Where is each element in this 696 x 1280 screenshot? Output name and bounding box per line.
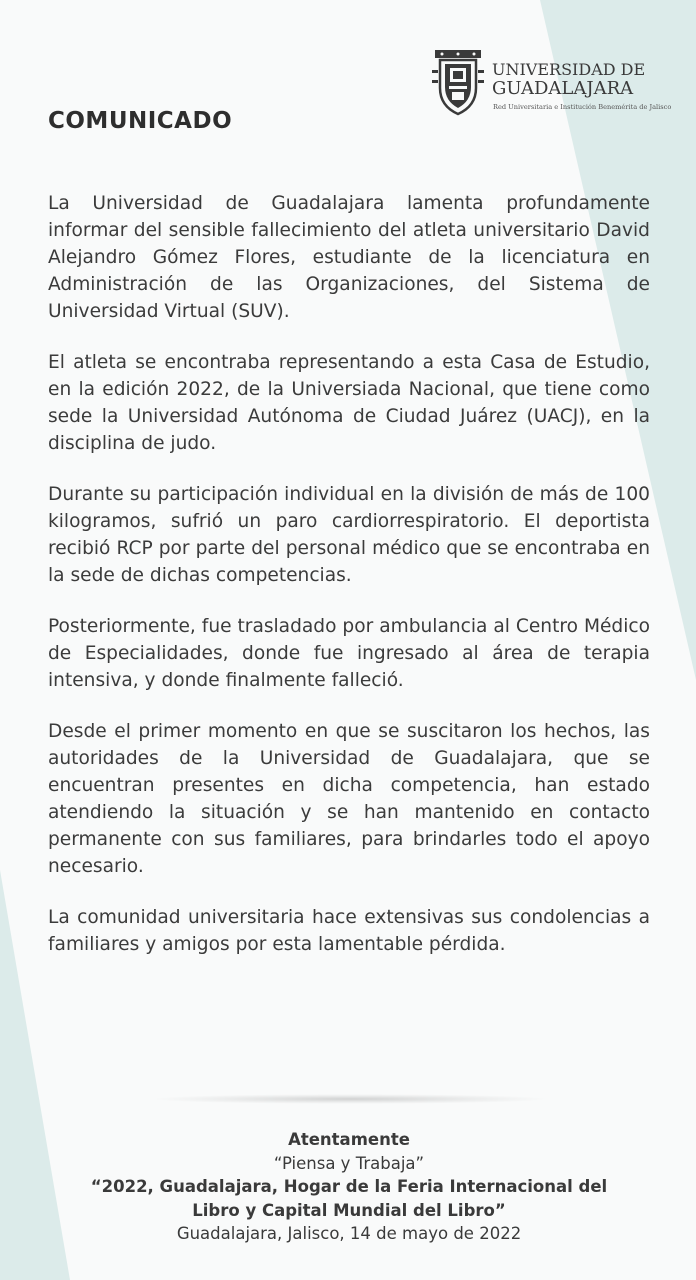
motto: “Piensa y Trabaja” bbox=[273, 1153, 425, 1173]
page-title: COMUNICADO bbox=[48, 108, 233, 134]
paragraph: Desde el primer momento en que se suscitaron los hechos, las autoridades de la Universidad de Guadalajara, que se encuentran presentes en dicha competencia, han estado atendiendo la situación y se han mantenido en contacto permanente con sus familiares, para brindarles todo el apoyo necesario. bbox=[48, 721, 650, 877]
divider bbox=[150, 1094, 550, 1104]
paragraph: Durante su participación individual en la división de más de 100 kilogramos, sufrió un paro cardiorrespiratorio. El deportista recibió RCP por parte del personal médico que se encontraba en la sede de dichas competencias. bbox=[48, 484, 650, 586]
paragraph: La Universidad de Guadalajara lamenta profundamente informar del sensible fallecimiento del atleta universitario David Alejandro Gómez Flores, estudiante de la licenciatura en Administración de las Organizaciones, del Sistema de Universidad Virtual (SUV). bbox=[48, 193, 650, 322]
university-seal-icon bbox=[432, 48, 484, 116]
university-logo bbox=[432, 48, 672, 120]
logo-name-line2: GUADALAJARA bbox=[492, 78, 634, 99]
place-date: Guadalajara, Jalisco, 14 de mayo de 2022 bbox=[176, 1224, 522, 1243]
paragraph: Posteriormente, fue trasladado por ambulancia al Centro Médico de Especialidades, donde fue ingresado al área de terapia intensiva, y donde finalmente falleció. bbox=[48, 616, 650, 691]
closing: Atentamente bbox=[288, 1130, 410, 1149]
paragraph: La comunidad universitaria hace extensivas sus condolencias a familiares y amigos por esta lamentable pérdida. bbox=[48, 907, 650, 955]
logo-tagline: Red Universitaria e Institución Benemérita de Jalisco bbox=[493, 103, 672, 111]
slogan-line-1: “2022, Guadalajara, Hogar de la Feria Internacional del bbox=[90, 1177, 608, 1196]
slogan-line-2: Libro y Capital Mundial del Libro” bbox=[192, 1200, 506, 1220]
header bbox=[0, 0, 696, 150]
paragraph: El atleta se encontraba representando a esta Casa de Estudio, en la edición 2022, de la Universiada Nacional, que tiene como sede la Universidad Autónoma de Ciudad Juárez (UACJ), en la disciplina de judo. bbox=[48, 352, 650, 454]
signature-block bbox=[48, 1128, 650, 1246]
logo-name-line1: UNIVERSIDAD DE bbox=[492, 60, 646, 79]
statement-body bbox=[48, 190, 650, 982]
